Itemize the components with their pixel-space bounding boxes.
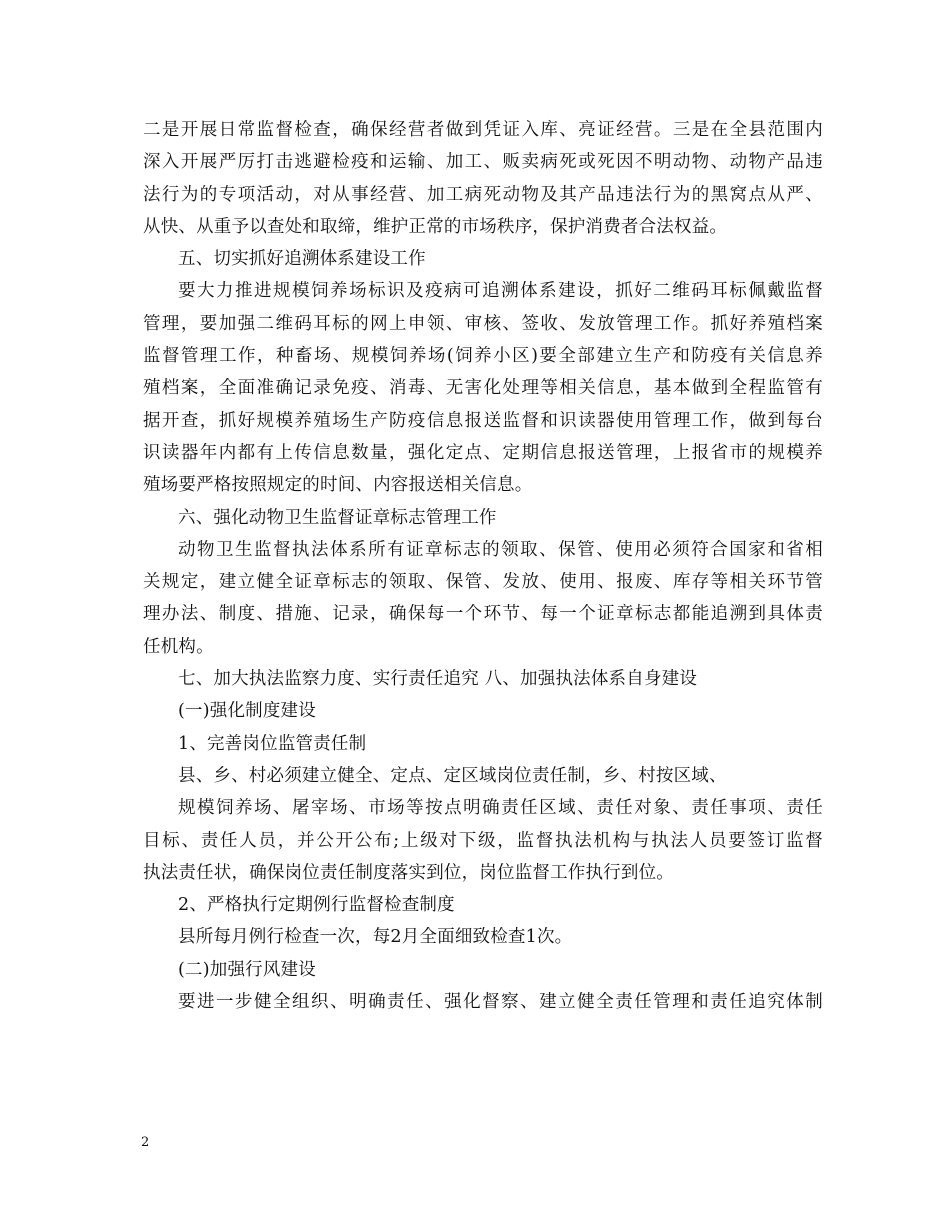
document-body bbox=[143, 114, 823, 1018]
text-line: 据开查，抓好规模养殖场生产防疫信息报送监督和识读器使用管理工作，做到每台 bbox=[143, 410, 823, 431]
text-line: 监督管理工作，种畜场、规模饲养场(饲养小区)要全部建立生产和防疫有关信息养 bbox=[143, 346, 823, 367]
text-line: 二是开展日常监督检查，确保经营者做到凭证入库、亮证经营。三是在全县范围内 bbox=[143, 120, 823, 140]
text-line: 法行为的专项活动，对从事经营、加工病死动物及其产品违法行为的黑窝点从严、 bbox=[143, 184, 823, 205]
section-heading: 七、加大执法监察力度、实行责任追究 八、加强执法体系自身建设 bbox=[178, 669, 698, 690]
item-heading: 1、完善岗位监管责任制 bbox=[178, 733, 367, 754]
text-line: 执法责任状，确保岗位责任制度落实到位，岗位监督工作执行到位。 bbox=[143, 862, 674, 883]
text-line: 理办法、制度、措施、记录，确保每一个环节、每一个证章标志都能追溯到具体责 bbox=[143, 604, 823, 625]
text-line: 任机构。 bbox=[143, 636, 214, 657]
text-line: 关规定，建立健全证章标志的领取、保管、发放、使用、报废、库存等相关环节管 bbox=[143, 572, 823, 593]
item-heading: 2、严格执行定期例行监督检查制度 bbox=[178, 895, 455, 916]
subsection-heading: (二)加强行风建设 bbox=[178, 959, 316, 980]
subsection-heading: (一)强化制度建设 bbox=[178, 701, 316, 722]
text-line: 殖场要严格按照规定的时间、内容报送相关信息。 bbox=[143, 475, 533, 496]
page-number: 2 bbox=[141, 1135, 150, 1150]
text-line: 县、乡、村必须建立健全、定点、定区域岗位责任制，乡、村按区域、 bbox=[178, 765, 727, 786]
text-line: 动物卫生监督执法体系所有证章标志的领取、保管、使用必须符合国家和省相 bbox=[178, 539, 823, 560]
text-line: 殖档案，全面准确记录免疫、消毒、无害化处理等相关信息，基本做到全程监管有 bbox=[143, 378, 823, 399]
text-line: 识读器年内都有上传信息数量，强化定点、定期信息报送管理，上报省市的规模养 bbox=[143, 442, 823, 463]
text-line: 目标、责任人员，并公开公布;上级对下级，监督执法机构与执法人员要签订监督 bbox=[143, 830, 823, 851]
text-line: 深入开展严厉打击逃避检疫和运输、加工、贩卖病死或死因不明动物、动物产品违 bbox=[143, 152, 823, 173]
text-line: 从快、从重予以查处和取缔，维护正常的市场秩序，保护消费者合法权益。 bbox=[143, 216, 728, 237]
section-heading: 六、强化动物卫生监督证章标志管理工作 bbox=[178, 507, 497, 528]
text-line: 管理，要加强二维码耳标的网上申领、审核、签收、发放管理工作。抓好养殖档案 bbox=[143, 313, 823, 334]
text-line: 要大力推进规模饲养场标识及疫病可追溯体系建设，抓好二维码耳标佩戴监督 bbox=[178, 281, 823, 302]
section-heading: 五、切实抓好追溯体系建设工作 bbox=[178, 249, 426, 270]
text-line: 规模饲养场、屠宰场、市场等按点明确责任区域、责任对象、责任事项、责任 bbox=[178, 798, 823, 819]
text-line: 要进一步健全组织、明确责任、强化督察、建立健全责任管理和责任追究体制 bbox=[178, 992, 823, 1013]
text-line: 县所每月例行检查一次，每2月全面细致检查1次。 bbox=[178, 927, 573, 948]
